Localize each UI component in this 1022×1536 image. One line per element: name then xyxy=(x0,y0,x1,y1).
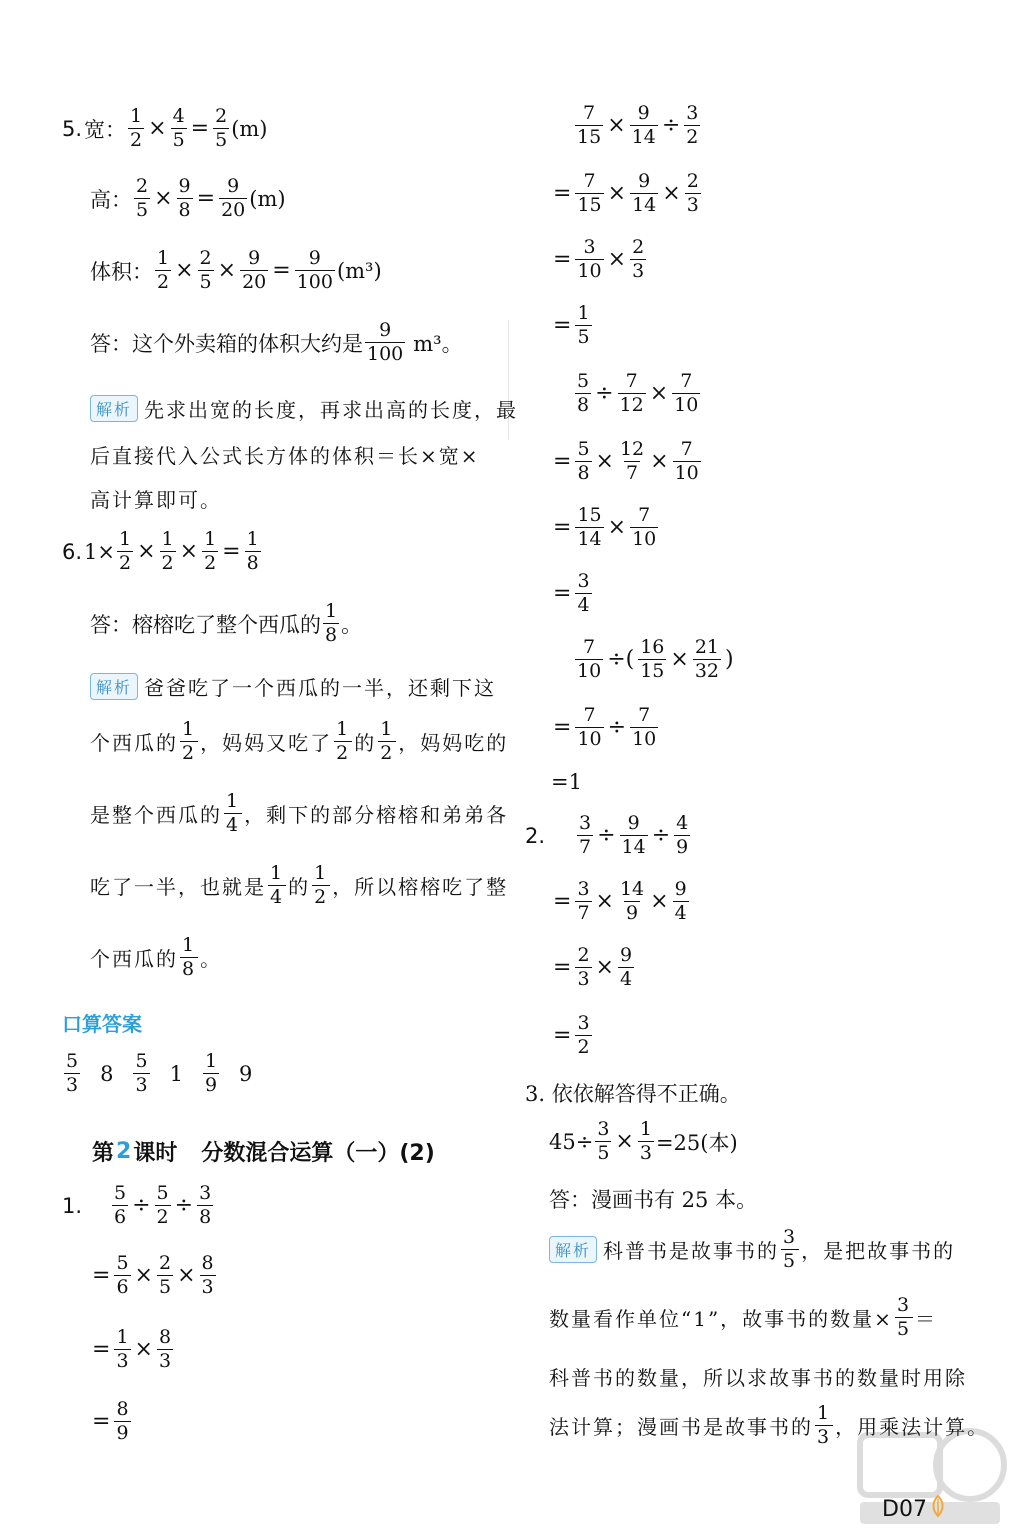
analysis-text: 法计算；漫画书是故事书的 xyxy=(549,1415,813,1439)
fraction: $\frac{9}{14}$ xyxy=(621,812,646,858)
fraction: $\frac{3}{7}$ xyxy=(579,812,592,858)
fraction: $\frac{1}{8}$ xyxy=(246,528,259,574)
fraction: $\frac{3}{5}$ xyxy=(597,1118,610,1164)
operator: × xyxy=(650,449,669,474)
analysis-tag: 解析 xyxy=(90,673,138,700)
analysis-text: 爸爸吃了一个西瓜的一半，还剩下这 xyxy=(144,676,497,700)
q3-analysis-line-1 xyxy=(549,1228,955,1271)
operator: × xyxy=(134,1337,153,1362)
lesson-suffix: 课时 xyxy=(133,1141,178,1166)
operator: × xyxy=(154,186,173,211)
operator: × xyxy=(137,539,156,564)
b2-line-1 xyxy=(573,372,702,415)
fraction: $\frac{3}{4}$ xyxy=(577,570,590,616)
fraction: $\frac{1}{3}$ xyxy=(639,1118,652,1164)
fraction: $\frac{3}{2}$ xyxy=(577,1012,590,1058)
fraction: $\frac{3}{8}$ xyxy=(199,1182,212,1228)
q2-line-1 xyxy=(525,814,692,857)
q6-answer xyxy=(90,602,362,645)
operator: × xyxy=(607,113,626,138)
q5-label: 5. xyxy=(62,116,83,141)
width-prefix: 宽： xyxy=(84,117,127,142)
q5-width-line xyxy=(62,107,268,150)
q6-label: 6. xyxy=(62,539,83,564)
operator: × xyxy=(134,1263,153,1288)
lesson-number: 2 xyxy=(116,1139,132,1164)
fraction: $\frac{7}{15}$ xyxy=(577,170,602,216)
analysis-text: ，妈妈又吃了 xyxy=(200,731,333,755)
operator: = xyxy=(553,715,572,740)
lesson-prefix: 第 xyxy=(92,1141,115,1166)
b1-line-1 xyxy=(573,104,702,147)
q5-volume-line xyxy=(90,249,382,292)
fraction: $\frac{8}{9}$ xyxy=(116,1398,129,1444)
analysis-text: 。 xyxy=(200,947,223,971)
fraction: $\frac{5}{8}$ xyxy=(577,370,590,416)
analysis-text: 的 xyxy=(288,875,311,899)
fraction: $\frac{1}{3}$ xyxy=(116,1326,129,1372)
fraction: $\frac{5}{3}$ xyxy=(66,1050,79,1096)
fraction: $\frac{8}{3}$ xyxy=(158,1326,172,1372)
operator: = xyxy=(190,116,210,141)
fraction: $\frac{15}{14}$ xyxy=(577,504,602,550)
fraction: $\frac{14}{9}$ xyxy=(619,878,645,924)
operator: × xyxy=(595,889,614,914)
fraction: $\frac{2}{3}$ xyxy=(632,236,645,282)
analysis-text: 的 xyxy=(354,731,377,755)
fraction: $\frac{5}{6}$ xyxy=(114,1182,127,1228)
operator: × xyxy=(607,247,627,272)
fraction: $\frac{4}{9}$ xyxy=(676,812,689,858)
q5-analysis-line-2 xyxy=(90,440,480,469)
fraction: $\frac{9}{14}$ xyxy=(632,170,657,216)
operator: ÷( xyxy=(607,647,635,672)
fraction: $\frac{7}{10}$ xyxy=(674,370,699,416)
operator: ÷ xyxy=(607,715,627,740)
analysis-text: 科普书的数量，所以求故事书的数量时用除 xyxy=(549,1366,967,1390)
fraction: $\frac{1}{2}$ xyxy=(157,247,170,293)
answer-value: 9 xyxy=(239,1061,253,1086)
operator: ÷ xyxy=(597,823,616,848)
height-prefix: 高： xyxy=(90,187,132,212)
fraction: $\frac{1}{8}$ xyxy=(325,600,338,646)
analysis-text: 科普书是故事书的 xyxy=(603,1239,780,1263)
operator: ÷ xyxy=(595,381,614,406)
analysis-text: 吃了一半，也就是 xyxy=(90,875,266,899)
b3-line-1 xyxy=(573,638,736,681)
operator: = xyxy=(553,889,572,914)
operator: × xyxy=(662,181,681,206)
right-column xyxy=(525,0,990,1536)
fraction: $\frac{9}{100}$ xyxy=(296,247,333,293)
q6-analysis-line-1 xyxy=(90,672,496,701)
operator: ) xyxy=(725,647,734,672)
fraction: $\frac{1}{2}$ xyxy=(380,718,395,764)
q6-analysis-line-5 xyxy=(90,936,222,979)
analysis-text: 是整个西瓜的 xyxy=(90,803,222,827)
q3-answer: 答：漫画书有 25 本。 xyxy=(549,1188,758,1212)
q6-expression xyxy=(62,530,263,573)
b1-line-2 xyxy=(551,172,703,215)
q2-line-3 xyxy=(551,946,636,989)
volume-prefix: 体积： xyxy=(90,259,153,284)
lesson-title xyxy=(92,1136,435,1167)
q5-analysis-line-3 xyxy=(90,484,222,513)
fraction: $\frac{1}{5}$ xyxy=(577,302,590,348)
q3-analysis-line-2 xyxy=(549,1296,937,1339)
q6-analysis-line-3 xyxy=(90,792,508,835)
b1-line-4 xyxy=(551,304,594,347)
operator: = xyxy=(553,181,572,206)
fraction: $\frac{3}{2}$ xyxy=(686,102,699,148)
fraction: $\frac{5}{8}$ xyxy=(577,438,590,484)
unit: (m) xyxy=(231,116,268,141)
fraction: $\frac{2}{5}$ xyxy=(158,1252,172,1298)
q2-line-2 xyxy=(551,880,691,923)
fraction: $\frac{2}{3}$ xyxy=(686,170,699,216)
fraction: $\frac{7}{10}$ xyxy=(674,438,699,484)
expr-start: 1× xyxy=(84,539,116,564)
fraction: $\frac{7}{10}$ xyxy=(577,636,602,682)
operator: ÷ xyxy=(174,1193,194,1218)
operator: × xyxy=(175,258,194,283)
lesson-topic: 分数混合运算（一）(2) xyxy=(201,1141,435,1166)
operator: × xyxy=(217,258,237,283)
answer-end: 。 xyxy=(341,612,363,637)
fraction: $\frac{7}{10}$ xyxy=(632,704,657,750)
analysis-text: ，所以榕榕吃了整 xyxy=(332,875,509,899)
operator: × xyxy=(177,1263,196,1288)
q3-analysis-line-3 xyxy=(549,1362,967,1391)
fraction: $\frac{5}{6}$ xyxy=(116,1252,129,1298)
fraction: $\frac{7}{10}$ xyxy=(577,704,602,750)
operator: ÷ xyxy=(132,1193,151,1218)
b2-line-2 xyxy=(551,440,703,483)
expr-end: =25(本) xyxy=(655,1130,738,1155)
fraction: $\frac{9}{100}$ xyxy=(367,319,404,365)
analysis-text: 数量看作单位“1”，故事书的数量× xyxy=(549,1307,893,1331)
operator: × xyxy=(607,515,627,540)
analysis-text: 个西瓜的 xyxy=(90,947,178,971)
operator: × xyxy=(148,116,167,141)
analysis-tag: 解析 xyxy=(90,395,138,422)
operator: = xyxy=(553,313,572,338)
mental-math-heading: 口算答案 xyxy=(62,1012,142,1036)
answer-text: 答：榕榕吃了整个西瓜的 xyxy=(90,612,321,637)
fraction: $\frac{1}{4}$ xyxy=(226,790,241,836)
mental-math-answers xyxy=(62,1052,270,1095)
operator: × xyxy=(670,647,689,672)
q6-analysis-line-2 xyxy=(90,720,508,763)
operator: = xyxy=(553,955,572,980)
fraction: $\frac{2}{5}$ xyxy=(215,105,228,151)
answer-value: 1 xyxy=(169,1061,183,1086)
fraction: $\frac{1}{9}$ xyxy=(204,1050,218,1096)
b2-line-4 xyxy=(551,572,594,615)
fraction: $\frac{9}{20}$ xyxy=(242,247,267,293)
analysis-text: ，用乘法计算。 xyxy=(835,1415,990,1439)
unit: (m³) xyxy=(336,258,382,283)
operator: × xyxy=(595,955,614,980)
q1-label: 1. xyxy=(62,1193,83,1218)
fraction: $\frac{2}{3}$ xyxy=(577,944,590,990)
operator: = xyxy=(222,539,241,564)
fraction: $\frac{5}{2}$ xyxy=(156,1182,169,1228)
fraction: $\frac{1}{2}$ xyxy=(336,718,351,764)
q2-line-4 xyxy=(551,1014,594,1057)
b2-line-3 xyxy=(551,506,660,549)
q5-answer xyxy=(90,321,463,364)
fraction: $\frac{1}{2}$ xyxy=(314,862,329,908)
analysis-text: ，剩下的部分榕榕和弟弟各 xyxy=(244,803,509,827)
unit: (m) xyxy=(249,186,286,211)
expr-start: 45÷ xyxy=(549,1129,594,1154)
operator: × xyxy=(649,381,669,406)
q1-line-1 xyxy=(62,1184,215,1227)
operator: = xyxy=(553,449,572,474)
unit: m³。 xyxy=(413,331,463,356)
analysis-text: ＝ xyxy=(915,1307,938,1331)
analysis-text: 先求出宽的长度，再求出高的长度，最 xyxy=(144,398,519,422)
fraction: $\frac{9}{4}$ xyxy=(674,878,687,924)
q6-analysis-line-4 xyxy=(90,864,508,907)
operator: × xyxy=(615,1129,634,1154)
operator: = xyxy=(196,186,216,211)
fraction: $\frac{1}{2}$ xyxy=(119,528,132,574)
operator: ÷ xyxy=(651,823,671,848)
left-column xyxy=(62,0,519,1536)
analysis-text: 后直接代入公式长方体的体积＝长×宽× xyxy=(90,444,480,468)
analysis-tag: 解析 xyxy=(549,1236,597,1263)
fraction: $\frac{9}{20}$ xyxy=(221,175,246,221)
fraction: $\frac{1}{3}$ xyxy=(817,1402,832,1448)
analysis-text: ，妈妈吃的 xyxy=(398,731,509,755)
q1-line-2 xyxy=(90,1254,218,1297)
fraction: $\frac{1}{8}$ xyxy=(182,934,197,980)
operator: × xyxy=(179,539,199,564)
operator: = xyxy=(553,1023,572,1048)
analysis-text: 个西瓜的 xyxy=(90,731,178,755)
q3-expression xyxy=(549,1120,738,1163)
operator: = xyxy=(272,258,291,283)
fraction: $\frac{9}{4}$ xyxy=(619,944,633,990)
fraction: $\frac{1}{2}$ xyxy=(130,105,143,151)
fraction: $\frac{1}{2}$ xyxy=(161,528,174,574)
analysis-text: ，是把故事书的 xyxy=(801,1239,956,1263)
fraction: $\frac{7}{12}$ xyxy=(619,370,644,416)
b3-line-3: =1 xyxy=(551,770,582,794)
operator: × xyxy=(595,449,614,474)
operator: ÷ xyxy=(661,113,681,138)
operator: = xyxy=(92,1263,111,1288)
q1-line-4 xyxy=(90,1400,133,1443)
fraction: $\frac{7}{15}$ xyxy=(577,102,602,148)
fraction: $\frac{12}{7}$ xyxy=(619,438,645,484)
q2-label: 2. xyxy=(525,823,546,848)
operator: × xyxy=(607,181,627,206)
b3-line-2 xyxy=(551,706,660,749)
operator: = xyxy=(553,515,572,540)
q1-line-3 xyxy=(90,1328,175,1371)
operator: = xyxy=(92,1409,111,1434)
fraction: $\frac{21}{32}$ xyxy=(694,636,720,682)
fraction: $\frac{3}{5}$ xyxy=(783,1226,798,1272)
fraction: $\frac{3}{10}$ xyxy=(577,236,602,282)
fraction: $\frac{2}{5}$ xyxy=(199,247,212,293)
fraction: $\frac{3}{5}$ xyxy=(896,1294,912,1340)
fraction: $\frac{4}{5}$ xyxy=(172,105,185,151)
q3-title: 3. 依依解答得不正确。 xyxy=(525,1082,741,1106)
fraction: $\frac{3}{7}$ xyxy=(577,878,590,924)
fraction: $\frac{7}{10}$ xyxy=(632,504,657,550)
operator: = xyxy=(553,247,572,272)
leaf-icon xyxy=(930,1494,946,1518)
answer-value: 8 xyxy=(100,1061,114,1086)
fraction: $\frac{1}{2}$ xyxy=(182,718,197,764)
operator: = xyxy=(553,581,572,606)
fraction: $\frac{5}{3}$ xyxy=(135,1050,148,1096)
fraction: $\frac{9}{8}$ xyxy=(178,175,191,221)
operator: = xyxy=(92,1337,111,1362)
fraction: $\frac{1}{4}$ xyxy=(270,862,285,908)
analysis-text: 高计算即可。 xyxy=(90,488,222,512)
fraction: $\frac{2}{5}$ xyxy=(136,175,149,221)
page-number: D07 xyxy=(882,1497,927,1522)
operator: × xyxy=(650,889,669,914)
fraction: $\frac{16}{15}$ xyxy=(640,636,665,682)
q5-height-line xyxy=(90,177,286,220)
answer-text: 答：这个外卖箱的体积大约是 xyxy=(90,331,363,356)
q5-analysis-line-1 xyxy=(90,394,518,423)
fraction: $\frac{1}{2}$ xyxy=(204,528,217,574)
fraction: $\frac{8}{3}$ xyxy=(201,1252,214,1298)
b1-line-3 xyxy=(551,238,648,281)
fraction: $\frac{9}{14}$ xyxy=(631,102,656,148)
